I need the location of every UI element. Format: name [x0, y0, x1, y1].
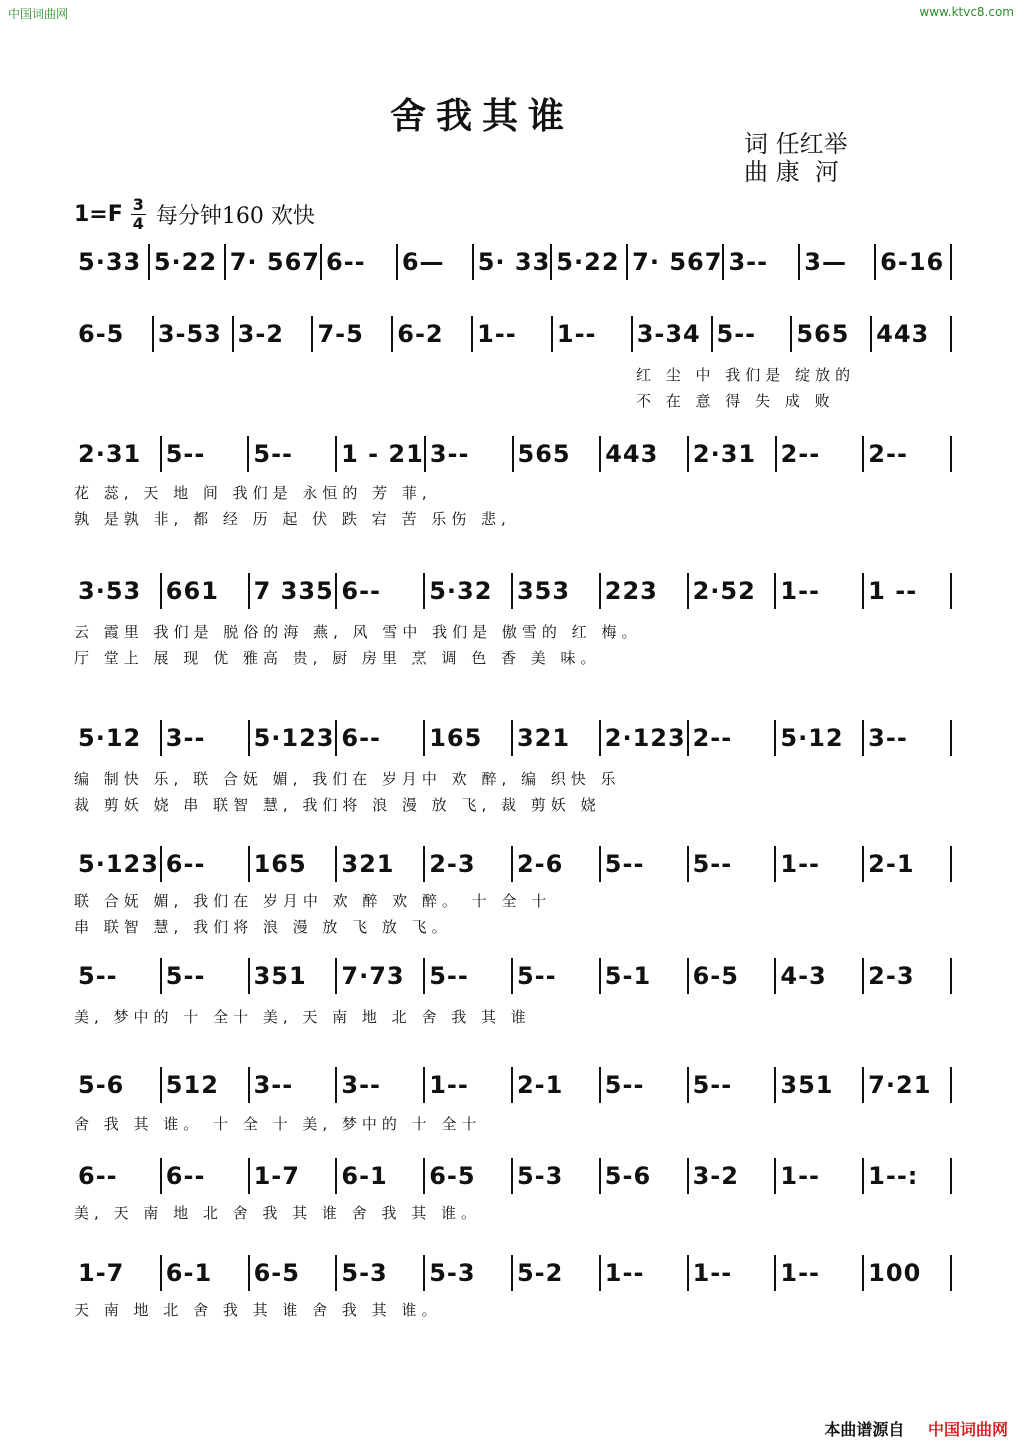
notes-line — [74, 958, 952, 994]
notes-line — [74, 244, 952, 280]
measure: 2-3 — [423, 846, 511, 882]
song-title: 舍我其谁 — [389, 95, 574, 137]
measure: 2-6 — [511, 846, 599, 882]
measure: 3-- — [862, 720, 952, 756]
measure: 1-7 — [248, 1158, 336, 1194]
measure: 3-- — [335, 1067, 423, 1103]
measure: 1-- — [471, 316, 551, 352]
lyric-line: 不 在 意 得 失 成 败 — [636, 392, 835, 410]
key-signature: 1=F — [74, 201, 123, 227]
measure: 6-1 — [160, 1255, 248, 1291]
measure: 5-- — [511, 958, 599, 994]
measure: 5-- — [687, 1067, 775, 1103]
lyric-line: 裁 剪妖 娆 串 联智 慧, 我们将 浪 漫 放 飞, 裁 剪妖 娆 — [74, 796, 601, 814]
measure: 6-5 — [78, 320, 125, 348]
notes-line — [74, 720, 952, 756]
lyric-line: 天 南 地 北 舍 我 其 谁 舍 我 其 谁。 — [74, 1301, 442, 1319]
notes-line — [74, 846, 952, 882]
measure: 5·123 — [78, 850, 159, 878]
measure: 6-5 — [687, 958, 775, 994]
measure: 3-2 — [687, 1158, 775, 1194]
footer — [824, 1417, 1008, 1440]
measure: 3·53 — [78, 577, 142, 605]
measure: 5-- — [599, 1067, 687, 1103]
measure: 7· 567 — [224, 244, 320, 280]
measure: 3-- — [424, 436, 512, 472]
measure: 5-- — [711, 316, 791, 352]
measure: 1-- — [774, 846, 862, 882]
lyric-line: 红 尘 中 我们是 绽放的 — [636, 366, 856, 384]
measure: 5-3 — [423, 1255, 511, 1291]
measure: 6-5 — [248, 1255, 336, 1291]
measure: 165 — [248, 846, 336, 882]
measure: 5·33 — [78, 248, 142, 276]
notes-line — [74, 1067, 952, 1103]
lyric-line: 美, 天 南 地 北 舍 我 其 谁 舍 我 其 谁。 — [74, 1204, 481, 1222]
lyric-line: 编 制快 乐, 联 合妩 媚, 我们在 岁月中 欢 醉, 编 织快 乐 — [74, 770, 621, 788]
measure: 7 335 — [248, 573, 336, 609]
measure: 321 — [511, 720, 599, 756]
measure: 5·22 — [148, 244, 224, 280]
lyric-line: 美, 梦中的 十 全十 美, 天 南 地 北 舍 我 其 谁 — [74, 1008, 531, 1026]
measure: 5·12 — [774, 720, 862, 756]
measure: 165 — [423, 720, 511, 756]
measure: 5-6 — [78, 1071, 125, 1099]
measure: 351 — [774, 1067, 862, 1103]
measure: 5·12 — [78, 724, 142, 752]
lyric-line: 厅 堂上 展 现 优 雅高 贵, 厨 房里 烹 调 色 香 美 味。 — [74, 649, 601, 667]
measure: 6— — [396, 244, 472, 280]
measure: 512 — [160, 1067, 248, 1103]
measure: 6-- — [320, 244, 396, 280]
measure: 5-3 — [335, 1255, 423, 1291]
measure: 3-- — [160, 720, 248, 756]
notes-line — [74, 1255, 952, 1291]
lyric-line: 孰 是孰 非, 都 经 历 起 伏 跌 宕 苦 乐伤 悲, — [74, 510, 511, 528]
tempo-marking: 每分钟160 欢快 — [155, 203, 315, 229]
measure: 443 — [870, 316, 952, 352]
measure: 5-1 — [599, 958, 687, 994]
measure: 1-- — [774, 1158, 862, 1194]
measure: 353 — [511, 573, 599, 609]
measure: 2-- — [775, 436, 863, 472]
lyric-line: 联 合妩 媚, 我们在 岁月中 欢 醉 欢 醉。 十 全 十 — [74, 892, 552, 910]
measure: 5·123 — [248, 720, 336, 756]
measure: 1 - 21 — [335, 436, 424, 472]
measure: 6-5 — [423, 1158, 511, 1194]
measure: 2-3 — [862, 958, 952, 994]
measure: 1--: — [862, 1158, 952, 1194]
measure: 3-2 — [232, 316, 312, 352]
measure: 6-- — [160, 846, 248, 882]
measure: 1-- — [774, 573, 862, 609]
measure: 3-53 — [152, 316, 232, 352]
measure: 7· 567 — [626, 244, 722, 280]
footer-label: 本曲谱源自 — [824, 1420, 905, 1439]
measure: 6-- — [78, 1162, 118, 1190]
measure: 7-5 — [311, 316, 391, 352]
measure: 2·52 — [687, 573, 775, 609]
measure: 443 — [599, 436, 687, 472]
measure: 1-- — [551, 316, 631, 352]
measure: 1-- — [423, 1067, 511, 1103]
measure: 5-2 — [511, 1255, 599, 1291]
measure: 1-- — [774, 1255, 862, 1291]
measure: 5·32 — [423, 573, 511, 609]
measure: 100 — [862, 1255, 952, 1291]
measure: 2-- — [687, 720, 775, 756]
measure: 5-- — [247, 436, 335, 472]
measure: 223 — [599, 573, 687, 609]
notes-line — [74, 316, 952, 352]
measure: 661 — [160, 573, 248, 609]
measure: 5-6 — [599, 1158, 687, 1194]
time-signature-top: 3 — [132, 194, 144, 214]
watermark-left: 中国词曲网 — [8, 7, 69, 21]
notes-line — [74, 573, 952, 609]
tempo-line — [74, 194, 315, 234]
measure: 5-- — [423, 958, 511, 994]
measure: 5-- — [78, 962, 118, 990]
lyric-line: 云 霞里 我们是 脱俗的海 燕, 风 雪中 我们是 傲雪的 红 梅。 — [74, 623, 642, 641]
lyric-line: 串 联智 慧, 我们将 浪 漫 放 飞 放 飞。 — [74, 918, 452, 936]
composer-credit: 曲 康 河 — [744, 158, 839, 186]
measure: 351 — [248, 958, 336, 994]
measure: 4-3 — [774, 958, 862, 994]
measure: 2-1 — [862, 846, 952, 882]
measure: 6-2 — [391, 316, 471, 352]
measure: 5-3 — [511, 1158, 599, 1194]
lyric-line: 舍 我 其 谁。 十 全 十 美, 梦中的 十 全十 — [74, 1115, 482, 1133]
measure: 6-1 — [335, 1158, 423, 1194]
measure: 6-16 — [874, 244, 952, 280]
measure: 3-34 — [631, 316, 711, 352]
measure: 3-- — [248, 1067, 336, 1103]
notes-line — [74, 436, 952, 472]
time-signature-bottom: 4 — [132, 213, 144, 233]
lyricist-credit: 词 任红举 — [744, 130, 848, 158]
measure: 5-- — [160, 958, 248, 994]
footer-brand: 中国词曲网 — [927, 1420, 1008, 1439]
time-signature — [131, 196, 146, 233]
measure: 5· 33 — [472, 244, 551, 280]
measure: 6-- — [335, 720, 423, 756]
measure: 2·31 — [78, 440, 142, 468]
measure: 5·22 — [550, 244, 626, 280]
measure: 2-1 — [511, 1067, 599, 1103]
measure: 3— — [798, 244, 874, 280]
measure: 565 — [512, 436, 600, 472]
measure: 565 — [790, 316, 870, 352]
measure: 5-- — [687, 846, 775, 882]
measure: 7·21 — [862, 1067, 952, 1103]
notes-line — [74, 1158, 952, 1194]
measure: 5-- — [599, 846, 687, 882]
measure: 1-- — [599, 1255, 687, 1291]
measure: 1 -- — [862, 573, 952, 609]
measure: 2-- — [862, 436, 952, 472]
measure: 321 — [335, 846, 423, 882]
watermark-right: www.ktvc8.com — [919, 5, 1014, 19]
measure: 2·123 — [599, 720, 687, 756]
measure: 1-7 — [78, 1259, 125, 1287]
measure: 6-- — [335, 573, 423, 609]
measure: 6-- — [160, 1158, 248, 1194]
measure: 7·73 — [335, 958, 423, 994]
measure: 3-- — [722, 244, 798, 280]
measure: 2·31 — [687, 436, 775, 472]
measure: 1-- — [687, 1255, 775, 1291]
measure: 5-- — [160, 436, 248, 472]
lyric-line: 花 蕊, 天 地 间 我们是 永恒的 芳 菲, — [74, 484, 432, 502]
